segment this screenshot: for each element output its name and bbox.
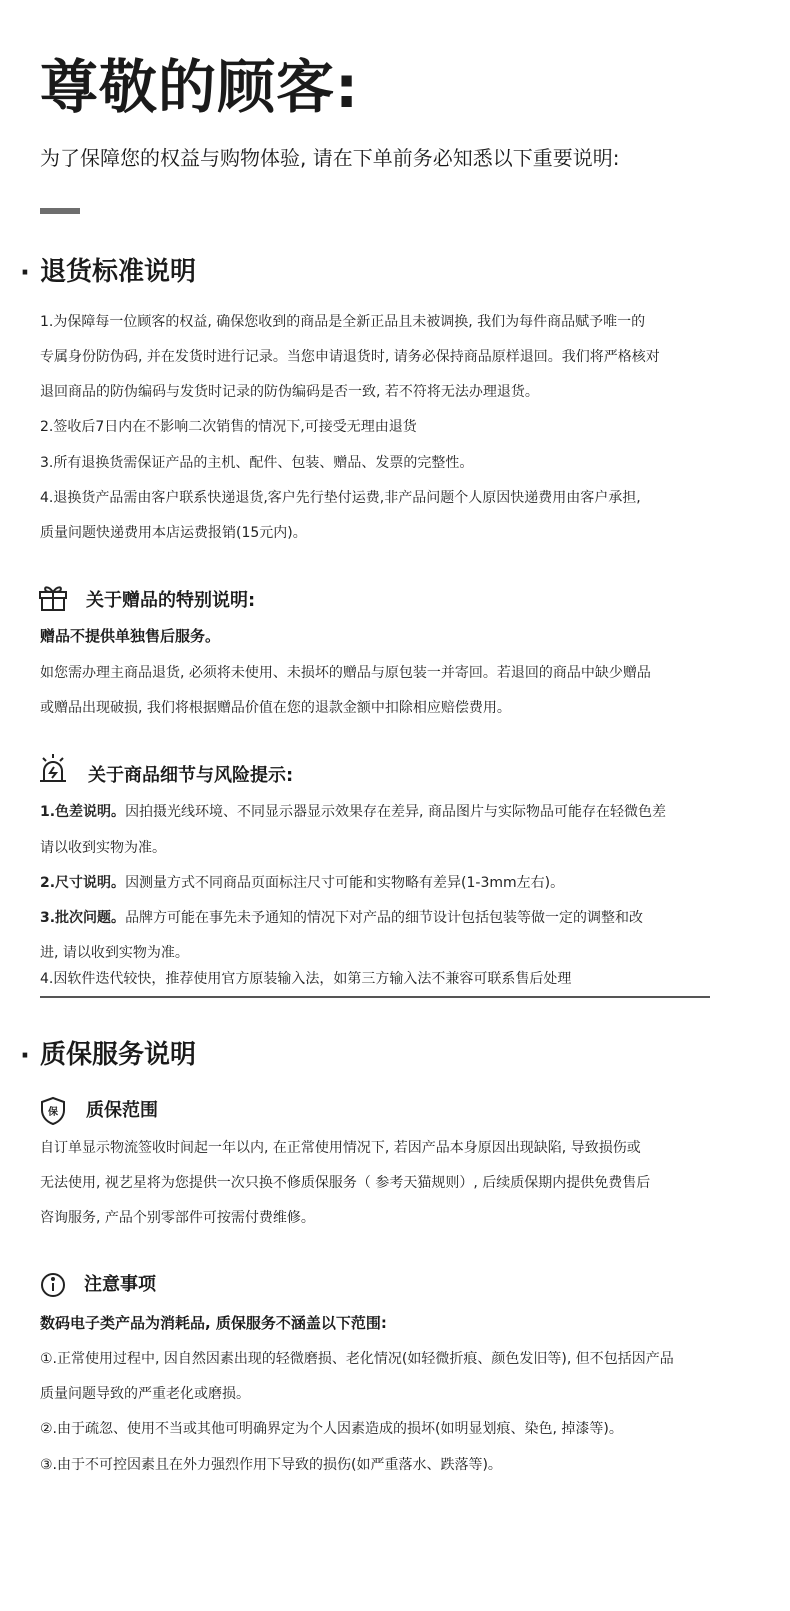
returns-line: 2.签收后7日内在不影响二次销售的情况下,可接受无理由退货 — [40, 419, 417, 435]
risk-item — [40, 876, 564, 890]
risk-item — [40, 946, 189, 960]
risk-item-text: 请以收到实物为准。 — [40, 840, 166, 856]
risk-item — [40, 911, 643, 925]
risk-item-label: 2.尺寸说明。 — [40, 875, 126, 891]
warranty-notes-line: ③.由于不可控因素且在外力强烈作用下导致的损伤(如严重落水、跌落等)。 — [40, 1457, 502, 1473]
risk-item-label: 1.色差说明。 — [40, 804, 126, 820]
returns-line: 质量问题快递费用本店运费报销(15元内)。 — [40, 525, 307, 541]
risk-item-text: 4.因软件迭代较快，推荐使用官方原装输入法，如第三方输入法不兼容可联系售后处理 — [40, 971, 572, 987]
risk-section-title: 关于商品细节与风险提示: — [88, 765, 294, 786]
warranty-notes-line: ①.正常使用过程中, 因自然因素出现的轻微磨损、老化情况(如轻微折痕、颜色发旧等), 但不包括因产品 — [40, 1351, 674, 1367]
warranty-scope-line: 自订单显示物流签收时间起一年以内, 在正常使用情况下, 若因产品本身原因出现缺陷, 导致损伤或 — [40, 1140, 641, 1156]
risk-item — [40, 805, 666, 819]
warranty-notes-bold-line: 数码电子类产品为消耗品, 质保服务不涵盖以下范围: — [40, 1314, 387, 1332]
returns-line: 专属身份防伪码, 并在发货时进行记录。当您申请退货时, 请务必保持商品原样退回。我们将严格核对 — [40, 349, 660, 365]
gift-line: 或赠品出现破损, 我们将根据赠品价值在您的退款金额中扣除相应赔偿费用。 — [40, 700, 511, 716]
returns-line: 1.为保障每一位顾客的权益, 确保您收到的商品是全新正品且未被调换, 我们为每件商品赋予唯一的 — [40, 314, 646, 330]
gift-bold-line: 赠品不提供单独售后服务。 — [40, 627, 221, 645]
section-bullet: · — [20, 1041, 30, 1071]
warranty-notes-title: 注意事项 — [84, 1274, 156, 1295]
section-bullet: · — [20, 258, 30, 288]
risk-item-text: 品牌方可能在事先未予通知的情况下对产品的细节设计包括包装等做一定的调整和改 — [125, 910, 644, 926]
page-title: 尊敬的顾客: — [40, 53, 360, 121]
risk-item-label: 3.批次问题。 — [40, 910, 126, 926]
risk-item-text: 因拍摄光线环境、不同显示器显示效果存在差异, 商品图片与实际物品可能存在轻微色差 — [125, 804, 666, 820]
page-subtitle: 为了保障您的权益与购物体验, 请在下单前务必知悉以下重要说明: — [40, 146, 620, 170]
returns-section-title: 退货标准说明 — [40, 257, 197, 287]
section-divider — [40, 996, 710, 998]
risk-item-text: 进, 请以收到实物为准。 — [40, 945, 189, 961]
returns-line: 退回商品的防伪编码与发货时记录的防伪编码是否一致, 若不符将无法办理退货。 — [40, 384, 539, 400]
warranty-notes-line: 质量问题导致的严重老化或磨损。 — [40, 1386, 250, 1402]
gift-section-title: 关于赠品的特别说明: — [86, 590, 256, 611]
warranty-section-title: 质保服务说明 — [40, 1040, 197, 1070]
info-icon — [40, 1272, 66, 1298]
warranty-scope-line: 咨询服务, 产品个别零部件可按需付费维修。 — [40, 1210, 315, 1226]
shield-warranty-icon — [39, 1096, 67, 1126]
gift-line: 如您需办理主商品退货, 必须将未使用、未损坏的赠品与原包装一并寄回。若退回的商品中缺少赠品 — [40, 665, 651, 681]
warranty-notes-line: ②.由于疏忽、使用不当或其他可明确界定为个人因素造成的损坏(如明显划痕、染色, 掉漆等)。 — [40, 1421, 623, 1437]
warranty-scope-line: 无法使用, 视艺星将为您提供一次只换不修质保服务（ 参考天猫规则）, 后续质保期内提供免费售后 — [40, 1175, 651, 1191]
risk-item — [40, 841, 166, 855]
returns-line: 4.退换货产品需由客户联系快递退货,客户先行垫付运费,非产品问题个人原因快递费用由客户承担, — [40, 490, 641, 506]
gift-icon — [38, 583, 68, 611]
risk-item-text: 因测量方式不同商品页面标注尺寸可能和实物略有差异(1-3mm左右)。 — [125, 875, 565, 891]
alarm-light-icon — [37, 752, 69, 784]
shield-icon-text: 保 — [48, 1107, 58, 1118]
warranty-scope-title: 质保范围 — [86, 1100, 158, 1121]
returns-line: 3.所有退换货需保证产品的主机、配件、包装、赠品、发票的完整性。 — [40, 455, 474, 471]
risk-item — [40, 972, 571, 986]
accent-divider — [40, 208, 80, 214]
